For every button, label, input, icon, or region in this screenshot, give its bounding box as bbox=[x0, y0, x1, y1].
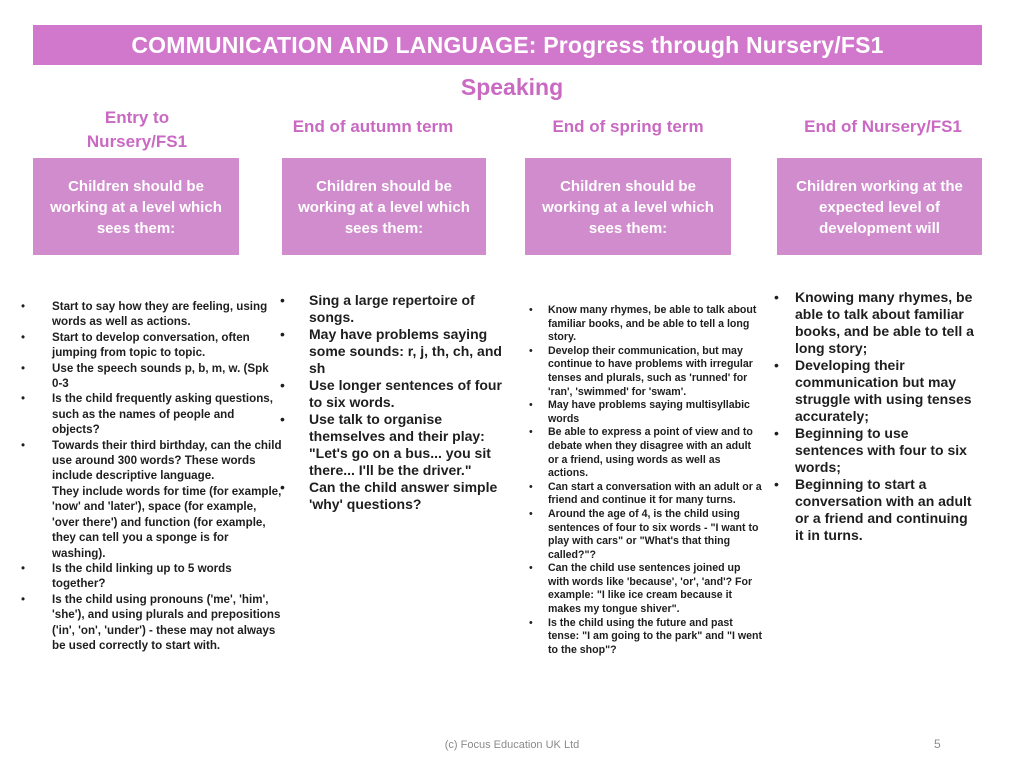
list-item: • Sing a large repertoire of songs. bbox=[309, 292, 509, 326]
list-item: • Can the child answer simple 'why' questions? bbox=[309, 479, 509, 513]
entry-list bbox=[52, 299, 282, 653]
list-item: • Start to develop conversation, often jumping from topic to topic. bbox=[52, 330, 282, 361]
list-item: • Beginning to use sentences with four to six words; bbox=[795, 425, 980, 476]
heading-spring: End of spring term bbox=[552, 117, 704, 136]
list-item: • Use longer sentences of four to six words. bbox=[309, 377, 509, 411]
list-item: • Around the age of 4, is the child using sentences of four to six words - "I want to play with cars" or "What's that thing called?"? bbox=[548, 508, 763, 562]
list-item: • Knowing many rhymes, be able to talk about familiar books, and be able to tell a long story; bbox=[795, 289, 980, 357]
box-end-fs1: Children working at the expected level of development will bbox=[777, 158, 982, 255]
box-autumn: Children should be working at a level which sees them: bbox=[282, 158, 486, 255]
section-subtitle: Speaking bbox=[460, 74, 564, 100]
list-item: • Use the speech sounds p, b, m, w. (Spk 0-3 bbox=[52, 361, 282, 392]
list-item: • Is the child using the future and past tense: "I am going to the park" and "I went to the shop"? bbox=[548, 617, 763, 658]
list-item: • Know many rhymes, be able to talk about familiar books, and be able to tell a long story. bbox=[548, 304, 763, 345]
copyright-footer: (c) Focus Education UK Ltd bbox=[444, 739, 580, 751]
list-item: • Be able to express a point of view and to debate when they disagree with an adult or a friend, using words as well as actions. bbox=[548, 426, 763, 480]
list-item: • Is the child linking up to 5 words together? bbox=[52, 561, 282, 592]
list-item: • Develop their communication, but may continue to have problems with irregular tenses and plurals, such as 'runned' for 'ran', 'swimmed' for 'swam'. bbox=[548, 345, 763, 399]
list-item: • May have problems saying multisyllabic words bbox=[548, 399, 763, 426]
spring-list bbox=[548, 304, 763, 657]
page-number: 5 bbox=[934, 737, 941, 751]
list-item: • Is the child using pronouns ('me', 'him', 'she'), and using plurals and prepositions ('in', 'on', 'under') - these may not always be used correctly to start with. bbox=[52, 592, 282, 654]
title-bar bbox=[33, 25, 982, 65]
list-item: • Use talk to organise themselves and their play: "Let's go on a bus... you sit there... I'll be the driver." bbox=[309, 411, 509, 479]
list-item: • Is the child frequently asking questions, such as the names of people and objects? bbox=[52, 391, 282, 437]
heading-entry: Entry to Nursery/FS1 bbox=[86, 108, 188, 151]
list-item: • Beginning to start a conversation with an adult or a friend and continuing it in turns. bbox=[795, 476, 980, 544]
list-item: • Start to say how they are feeling, using words as well as actions. bbox=[52, 299, 282, 330]
heading-autumn: End of autumn term bbox=[292, 117, 454, 136]
list-item: • Can the child use sentences joined up with words like 'because', 'or', 'and'? For example: "I like ice cream because it makes my tongue shiver". bbox=[548, 562, 763, 616]
heading-end-fs1: End of Nursery/FS1 bbox=[804, 117, 962, 136]
box-entry: Children should be working at a level which sees them: bbox=[33, 158, 239, 255]
end-fs1-list bbox=[795, 289, 980, 544]
autumn-list bbox=[309, 292, 509, 513]
list-item: • Can start a conversation with an adult or a friend and continue it for many turns. bbox=[548, 481, 763, 508]
page-title: COMMUNICATION AND LANGUAGE: Progress through Nursery/FS1 bbox=[131, 31, 884, 58]
list-item: • Towards their third birthday, can the child use around 300 words? These words include descriptive language. bbox=[52, 438, 282, 484]
list-item: • May have problems saying some sounds: r, j, th, ch, and sh bbox=[309, 326, 509, 377]
list-item: • Developing their communication but may struggle with using tenses accurately; bbox=[795, 357, 980, 425]
box-spring: Children should be working at a level which sees them: bbox=[525, 158, 731, 255]
list-continuation: They include words for time (for example, 'now' and 'later'), space (for example, 'over there') and function (for example, they can tell you a sponge is for washing). bbox=[52, 484, 282, 560]
